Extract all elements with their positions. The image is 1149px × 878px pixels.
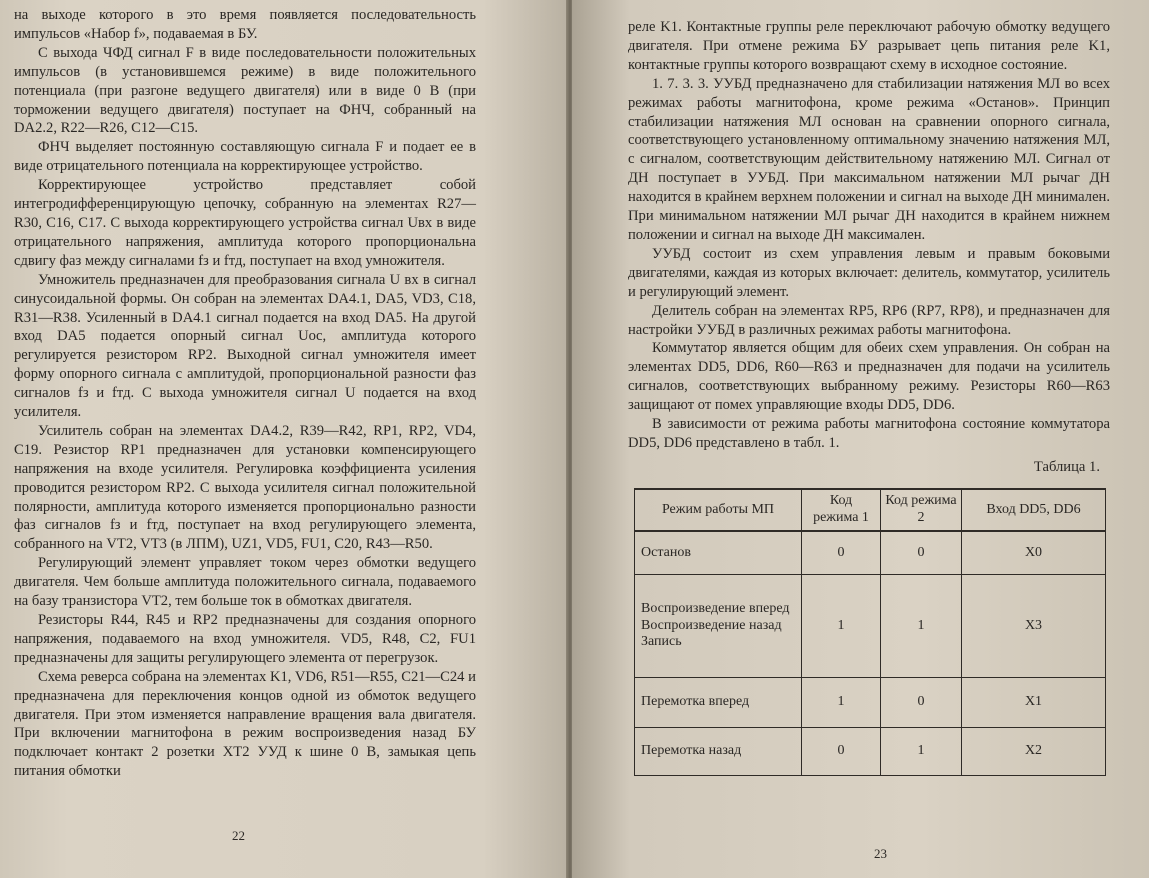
- table-row: [635, 677, 1106, 727]
- paragraph: Регулирующий элемент управляет током через обмотки ведущего двигателя. Чем больше амплитуда положительного сигнала, подаваемого на базу транзистора VT2, тем больше ток в обмотках двигателя.: [14, 555, 476, 610]
- mode-line: Перемотка вперед: [641, 694, 750, 709]
- paragraph: Схема реверса собрана на элементах K1, VD6, R51—R55, C21—C24 и предназначена для переключения концов одной из обмоток ведущего двигателя. При этом изменяется направление вращения вала двигателя. При включении магнитофона в режим воспроизведения назад БУ подключает контакт 2 розетки XT2 УУД к шине 0 В, замыкая цепь питания обмотки: [14, 668, 476, 780]
- table-header-cell: Режим работы МП: [635, 489, 802, 531]
- table-header-cell: Код режима 2: [881, 489, 962, 531]
- mode-cell: [635, 574, 802, 677]
- input-cell: X2: [962, 727, 1106, 775]
- mode-line: Запись: [641, 634, 682, 649]
- code1-cell: 1: [802, 677, 881, 727]
- paragraph: С выхода ЧФД сигнал F в виде последовательности положительных импульсов (в установившемся режиме) в виде положительного потенциала (при разгоне ведущего двигателя) или в виде 0 В (при торможении ведущего двигателя) поступает на ФНЧ, собранный на DA2.2, R22—R26, C12—C15.: [14, 44, 476, 137]
- code2-cell: 0: [881, 677, 962, 727]
- code1-cell: 0: [802, 727, 881, 775]
- mode-line: Воспроизведение назад: [641, 617, 782, 633]
- table-row: [635, 574, 1106, 677]
- table-row: [635, 727, 1106, 775]
- code2-cell: 1: [881, 727, 962, 775]
- mode-cell: [635, 531, 802, 575]
- mode-cell: [635, 677, 802, 727]
- paragraph: Корректирующее устройство представляет собой интегродифференцирующую цепочку, собранную на элементах R27—R30, C16, C17. С выхода корректирующего устройства сигнал Uвх в виде отрицательного напряжения, амплитуда которого пропорциональна сдвигу фаз между сигналами fз и fтд, поступает на вход умножителя.: [14, 177, 476, 269]
- table-caption: Таблица 1.: [1033, 458, 1100, 475]
- page-number: 22: [232, 828, 245, 843]
- table-header-cell: Вход DD5, DD6: [962, 489, 1106, 531]
- paragraph: Усилитель собран на элементах DA4.2, R39—R42, RP1, RP2, VD4, C19. Резистор RP1 предназначен для установки компенсирующего напряжения на входе усилителя. Регулировка коэффициента усиления проводится резистором RP2. С выхода усилителя сигнал положительной полярности, амплитуда которого изменяется пропорционально разности фаз сигналов fз и fтд, поступает на вход регулирующего элемента, собранного на VT2, VT3 (в ЛПМ), UZ1, VD5, FU1, C20, R43—R50.: [14, 422, 476, 553]
- right-page: [572, 0, 1149, 878]
- paragraph: Умножитель предназначен для преобразования сигнала U вх в сигнал синусоидальной формы. Он собран на элементах DA4.1, DA5, VD3, C18, R31—R38. Усиленный в DA4.1 сигнал подается на вход DA5. На другой вход DA5 подается опорный сигнал Uоc, амплитуда которого регулируется резистором RP2. Выходной сигнал умножителя имеет форму опорного сигнала с амплитудой, пропорциональной разности фаз сигналов fз и fтд. С выхода умножителя сигнал U подается на вход усилителя.: [14, 271, 476, 421]
- paragraph: реле K1. Контактные группы реле переключают рабочую обмотку ведущего двигателя. При отмене режима БУ разрывает цепь питания реле K1, контактные группы которого возвращают схему в исходное состояние.: [628, 19, 1110, 73]
- input-cell: X0: [962, 531, 1106, 575]
- code1-cell: 1: [802, 574, 881, 677]
- paragraph: ФНЧ выделяет постоянную составляющую сигнала F и подает ее в виде отрицательного потенциала на корректирующее устройство.: [14, 139, 476, 175]
- mode-line: Воспроизведение вперед: [641, 601, 790, 616]
- mode-line: Останов: [641, 544, 691, 560]
- paragraph: Делитель собран на элементах RP5, RP6 (RP7, RP8), и предназначен для настройки УУБД в различных режимах работы магнитофона.: [628, 302, 1110, 338]
- left-page-text: [14, 6, 476, 781]
- paragraph: на выходе которого в это время появляется последовательность импульсов «Набор f», подаваемая в БУ.: [14, 7, 476, 42]
- mode-table: [634, 488, 1106, 776]
- mode-line: Перемотка назад: [641, 743, 742, 758]
- paragraph: УУБД состоит из схем управления левым и правым боковыми двигателями, каждая из которых включает: делитель, коммутатор, усилитель и регулирующий элемент.: [628, 245, 1110, 300]
- code2-cell: 1: [881, 574, 962, 677]
- code2-cell: 0: [881, 531, 962, 575]
- left-page: [0, 0, 568, 878]
- table-header-row: [635, 489, 1106, 531]
- table-row: [635, 531, 1106, 575]
- paragraph: Резисторы R44, R45 и RP2 предназначены для создания опорного напряжения, подаваемого на вход умножителя. VD5, R48, C2, FU1 предназначены для защиты регулирующего элемента от перегрузок.: [14, 612, 476, 666]
- paragraph: 1. 7. 3. 3. УУБД предназначено для стабилизации натяжения МЛ во всех режимах работы магнитофона, кроме режима «Останов». Принцип стабилизации натяжения МЛ основан на сравнении опорного сигнала, соответствующего установленному оптимальному значению натяжения МЛ, с сигналом, соответствующим действительному натяжению МЛ. Сигнал от ДН поступает в УУБД. При максимальном натяжении МЛ рычаг ДН находится в крайнем верхнем положении и сигнал на выходе ДН минимален. При минимальном натяжении МЛ рычаг ДН находится в крайнем нижнем положении и сигнал на выходе ДН максимален.: [628, 75, 1110, 243]
- right-page-text: [628, 18, 1110, 776]
- mode-cell: [635, 727, 802, 775]
- page-number: 23: [874, 846, 887, 861]
- input-cell: X3: [962, 574, 1106, 677]
- paragraph: В зависимости от режима работы магнитофона состояние коммутатора DD5, DD6 представлено в табл. 1.: [628, 416, 1110, 451]
- table-header-cell: Код режима 1: [802, 489, 881, 531]
- code1-cell: 0: [802, 531, 881, 575]
- paragraph: Коммутатор является общим для обеих схем управления. Он собран на элементах DD5, DD6, R60—R63 и предназначен для подачи на усилитель сигналов, соответствующих выбранному режиму. Резисторы R60—R63 защищают от помех управляющие входы DD5, DD6.: [628, 340, 1110, 414]
- input-cell: X1: [962, 677, 1106, 727]
